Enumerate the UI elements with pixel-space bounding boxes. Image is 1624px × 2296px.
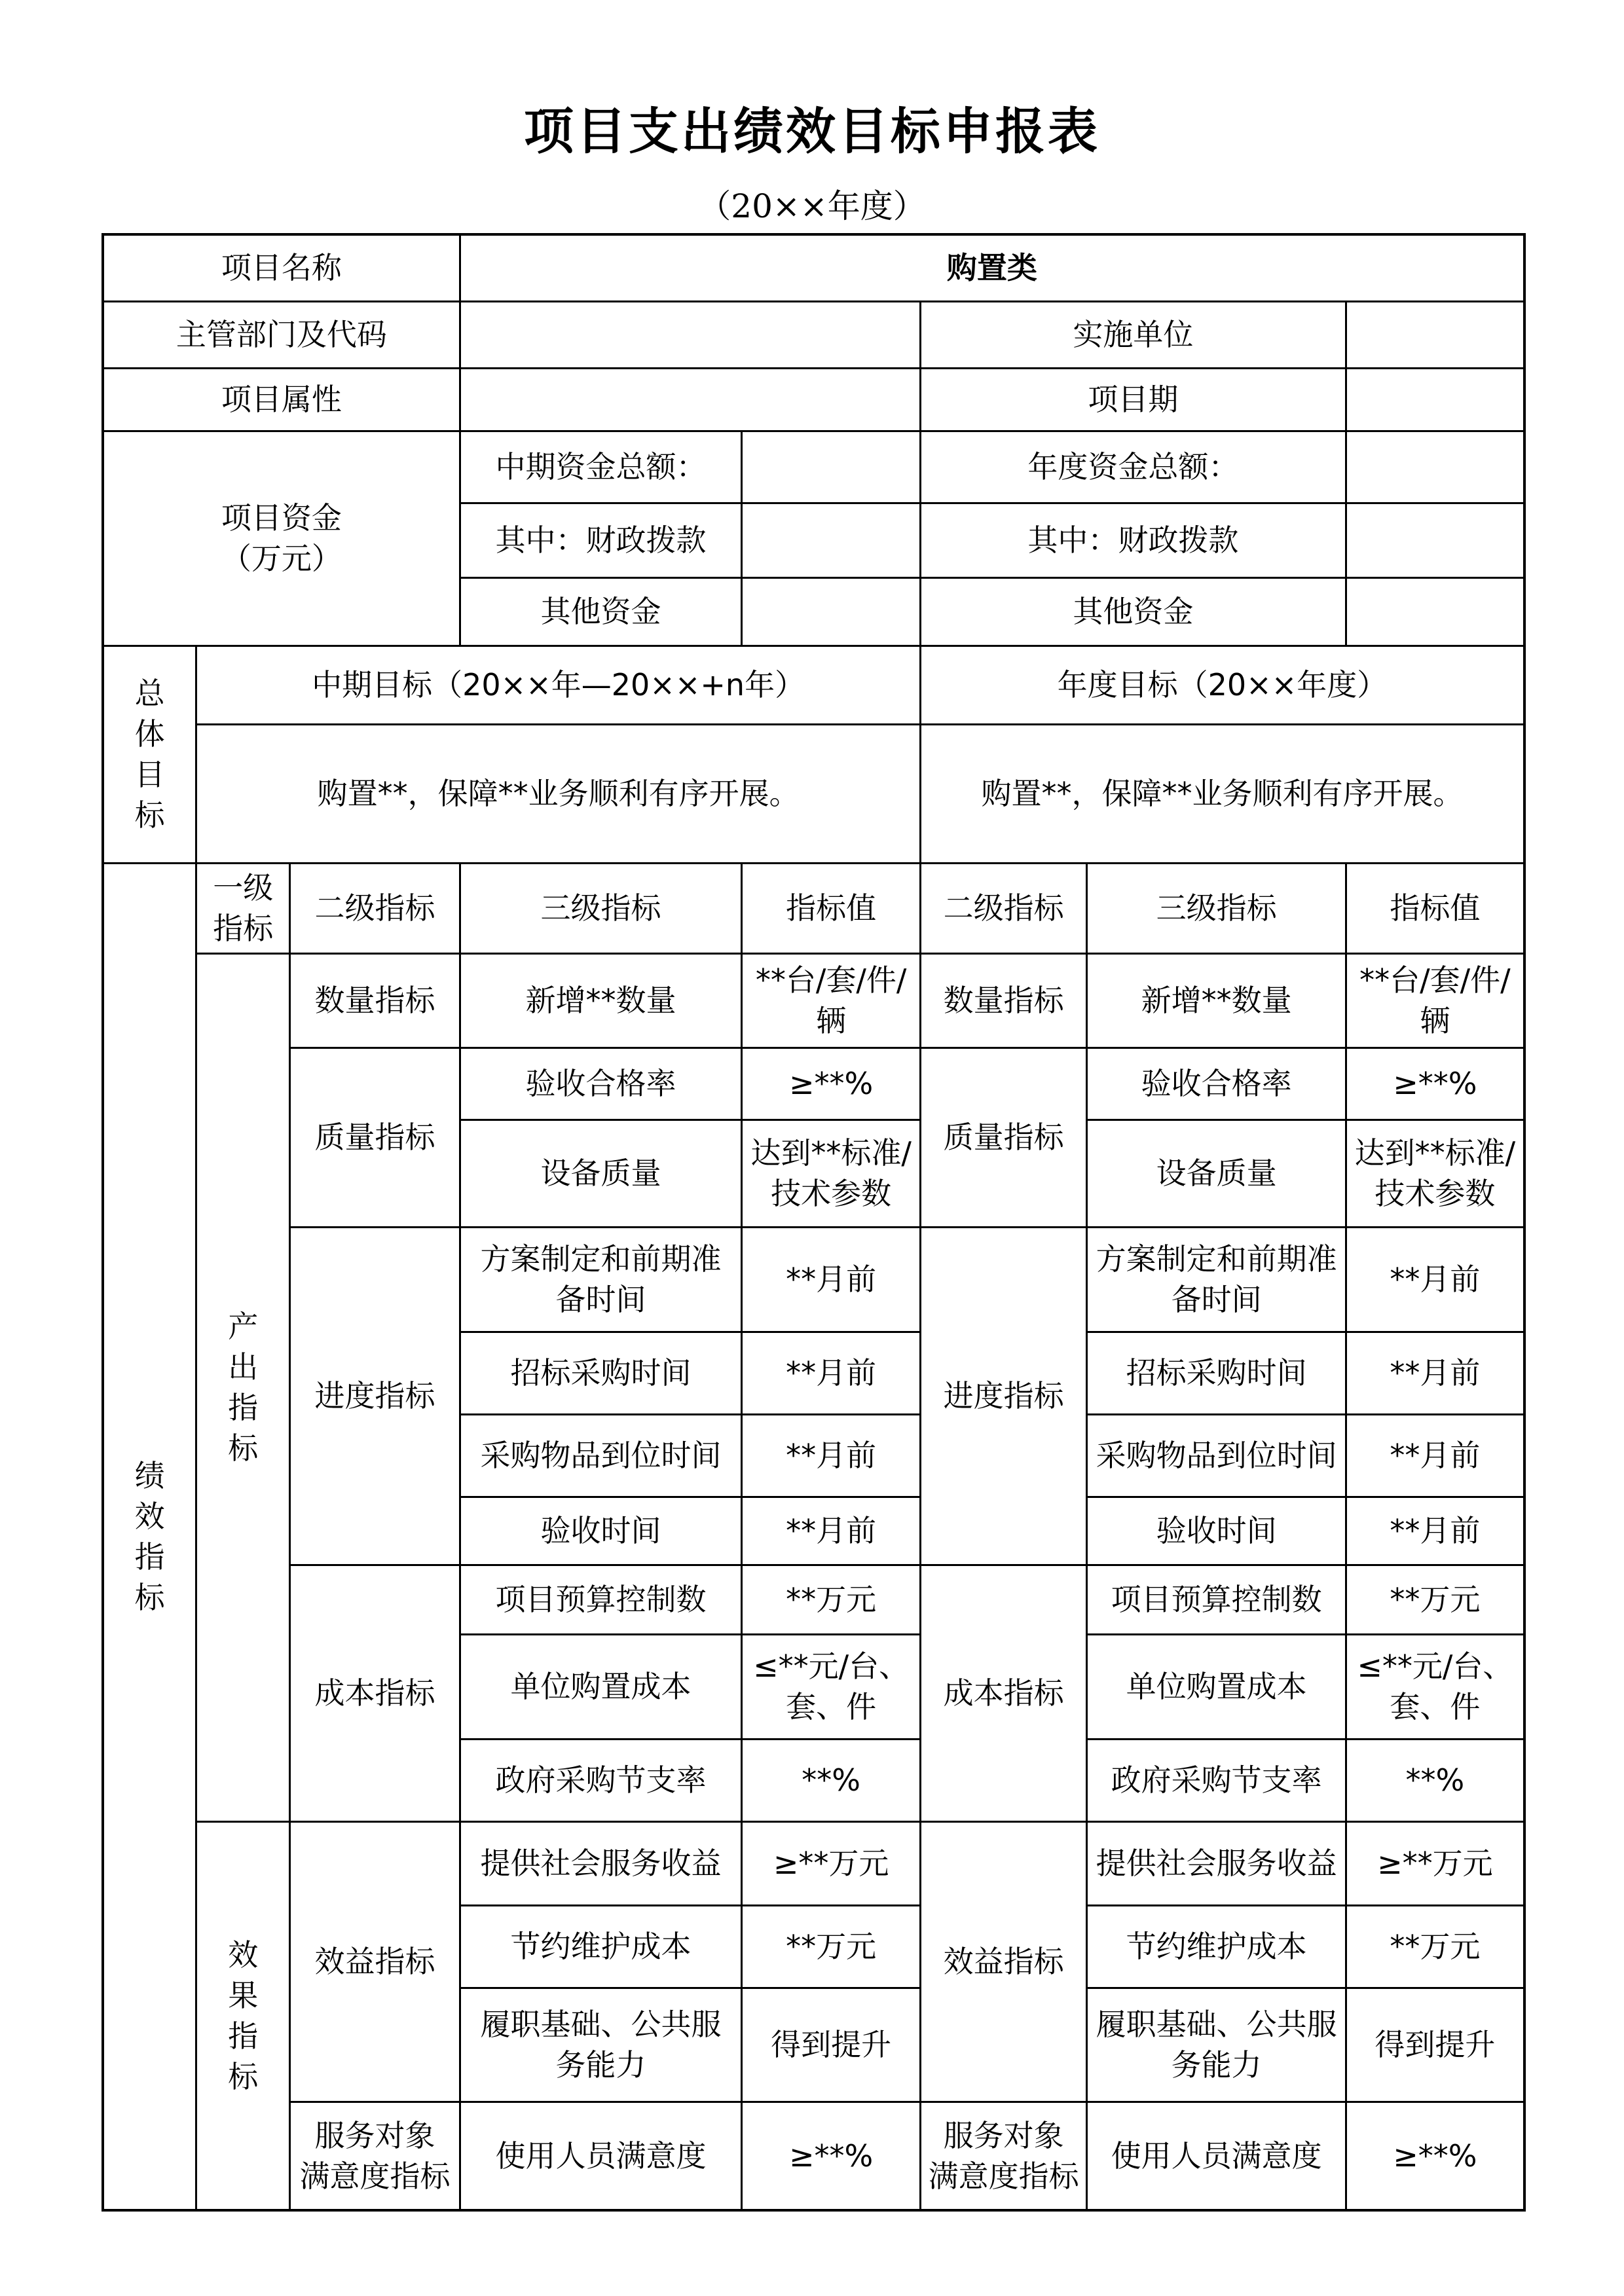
mid-fiscal-label: 其中：财政拨款 — [460, 503, 742, 577]
indicator-item-annual: 提供社会服务收益 — [1087, 1821, 1346, 1905]
effect-indicators-label: 效 果 指 标 — [196, 1821, 290, 2210]
indicator-value[interactable]: 得到提升 — [742, 1988, 921, 2102]
indicator-value[interactable]: **台/套/件/ 辆 — [742, 953, 921, 1048]
indicator-item-annual: 节约维护成本 — [1087, 1905, 1346, 1988]
progress-group: 进度指标 — [290, 1227, 460, 1565]
performance-form-table — [101, 233, 1526, 2212]
annual-fiscal-label: 其中：财政拨款 — [920, 503, 1346, 577]
overall-goal-label: 总 体 目 标 — [103, 646, 196, 863]
annual-total-value[interactable] — [1346, 431, 1524, 503]
indicator-item-annual: 项目预算控制数 — [1087, 1565, 1346, 1634]
indicator-value[interactable]: ≥**% — [742, 2102, 921, 2210]
indicator-value[interactable]: **月前 — [742, 1497, 921, 1565]
annual-goal-text[interactable]: 购置**，保障**业务顺利有序开展。 — [920, 724, 1524, 863]
annual-fiscal-value[interactable] — [1346, 503, 1524, 577]
annual-goal-header: 年度目标（20××年度） — [920, 646, 1524, 724]
indicator-item-annual: 方案制定和前期准 备时间 — [1087, 1227, 1346, 1332]
indicator-value-annual[interactable]: **% — [1346, 1739, 1524, 1821]
cost-group: 成本指标 — [290, 1565, 460, 1821]
indicator-item: 单位购置成本 — [460, 1634, 742, 1739]
indicator-value[interactable]: **万元 — [742, 1905, 921, 1988]
indicator-item: 履职基础、公共服 务能力 — [460, 1988, 742, 2102]
indicator-value[interactable]: ≥**% — [742, 1048, 921, 1120]
mid-fiscal-value[interactable] — [742, 503, 921, 577]
value-header: 指标值 — [742, 863, 921, 953]
period-label: 项目期 — [920, 368, 1346, 431]
indicator-item-annual: 单位购置成本 — [1087, 1634, 1346, 1739]
indicator-value-annual[interactable]: **月前 — [1346, 1332, 1524, 1414]
quality-group: 质量指标 — [290, 1048, 460, 1227]
dept-label: 主管部门及代码 — [103, 301, 460, 368]
dept-value[interactable] — [460, 301, 920, 368]
indicator-item-annual: 采购物品到位时间 — [1087, 1414, 1346, 1497]
benefit-group: 效益指标 — [290, 1821, 460, 2102]
indicator-value[interactable]: ≥**万元 — [742, 1821, 921, 1905]
indicator-item-annual: 新增**数量 — [1087, 953, 1346, 1048]
indicator-item-annual: 使用人员满意度 — [1087, 2102, 1346, 2210]
level3-header: 三级指标 — [460, 863, 742, 953]
indicator-value[interactable]: ≤**元/台、 套、件 — [742, 1634, 921, 1739]
mid-other-label: 其他资金 — [460, 577, 742, 646]
indicator-value-annual[interactable]: ≥**% — [1346, 1048, 1524, 1120]
indicator-item: 节约维护成本 — [460, 1905, 742, 1988]
level3-header-annual: 三级指标 — [1087, 863, 1346, 953]
indicator-item-annual: 履职基础、公共服 务能力 — [1087, 1988, 1346, 2102]
cost-group-annual: 成本指标 — [920, 1565, 1087, 1821]
indicator-item: 验收时间 — [460, 1497, 742, 1565]
indicator-value-annual[interactable]: **月前 — [1346, 1227, 1524, 1332]
indicator-item: 提供社会服务收益 — [460, 1821, 742, 1905]
mid-goal-text[interactable]: 购置**，保障**业务顺利有序开展。 — [196, 724, 921, 863]
benefit-group-annual: 效益指标 — [920, 1821, 1087, 2102]
indicator-value[interactable]: **月前 — [742, 1332, 921, 1414]
perf-indicators-label: 绩 效 指 标 — [103, 863, 196, 2210]
project-name-label: 项目名称 — [103, 234, 460, 301]
indicator-value-annual[interactable]: 达到**标准/ 技术参数 — [1346, 1120, 1524, 1227]
annual-total-label: 年度资金总额： — [920, 431, 1346, 503]
indicator-item: 新增**数量 — [460, 953, 742, 1048]
quantity-group-annual: 数量指标 — [920, 953, 1087, 1048]
mid-total-label: 中期资金总额： — [460, 431, 742, 503]
indicator-item: 政府采购节支率 — [460, 1739, 742, 1821]
indicator-value[interactable]: **% — [742, 1739, 921, 1821]
annual-other-label: 其他资金 — [920, 577, 1346, 646]
indicator-value-annual[interactable]: **月前 — [1346, 1414, 1524, 1497]
indicator-value-annual[interactable]: **月前 — [1346, 1497, 1524, 1565]
indicator-item: 招标采购时间 — [460, 1332, 742, 1414]
indicator-value-annual[interactable]: **台/套/件/ 辆 — [1346, 953, 1524, 1048]
indicator-item-annual: 设备质量 — [1087, 1120, 1346, 1227]
level2-header: 二级指标 — [290, 863, 460, 953]
indicator-item-annual: 验收时间 — [1087, 1497, 1346, 1565]
funds-label: 项目资金 （万元） — [103, 431, 460, 646]
attr-value[interactable] — [460, 368, 920, 431]
indicator-value[interactable]: **万元 — [742, 1565, 921, 1634]
value-header-annual: 指标值 — [1346, 863, 1524, 953]
indicator-value[interactable]: 达到**标准/ 技术参数 — [742, 1120, 921, 1227]
indicator-item-annual: 政府采购节支率 — [1087, 1739, 1346, 1821]
indicator-value-annual[interactable]: ≤**元/台、 套、件 — [1346, 1634, 1524, 1739]
indicator-item-annual: 招标采购时间 — [1087, 1332, 1346, 1414]
indicator-value-annual[interactable]: ≥**% — [1346, 2102, 1524, 2210]
mid-total-value[interactable] — [742, 431, 921, 503]
annual-other-value[interactable] — [1346, 577, 1524, 646]
level1-header: 一级 指标 — [196, 863, 290, 953]
indicator-value-annual[interactable]: **万元 — [1346, 1905, 1524, 1988]
impl-unit-label: 实施单位 — [920, 301, 1346, 368]
indicator-item: 项目预算控制数 — [460, 1565, 742, 1634]
level2-header-annual: 二级指标 — [920, 863, 1087, 953]
indicator-item: 使用人员满意度 — [460, 2102, 742, 2210]
quality-group-annual: 质量指标 — [920, 1048, 1087, 1227]
indicator-item: 方案制定和前期准 备时间 — [460, 1227, 742, 1332]
indicator-value-annual[interactable]: **万元 — [1346, 1565, 1524, 1634]
indicator-value-annual[interactable]: 得到提升 — [1346, 1988, 1524, 2102]
mid-goal-header: 中期目标（20××年—20××+n年） — [196, 646, 921, 724]
indicator-item-annual: 验收合格率 — [1087, 1048, 1346, 1120]
quantity-group: 数量指标 — [290, 953, 460, 1048]
satisfaction-group-annual: 服务对象 满意度指标 — [920, 2102, 1087, 2210]
indicator-value[interactable]: **月前 — [742, 1227, 921, 1332]
indicator-item: 采购物品到位时间 — [460, 1414, 742, 1497]
indicator-item: 验收合格率 — [460, 1048, 742, 1120]
period-value[interactable] — [1346, 368, 1524, 431]
impl-unit-value[interactable] — [1346, 301, 1524, 368]
page-title: 项目支出绩效目标申报表 — [524, 102, 1100, 160]
attr-label: 项目属性 — [103, 368, 460, 431]
progress-group-annual: 进度指标 — [920, 1227, 1087, 1565]
indicator-value-annual[interactable]: ≥**万元 — [1346, 1821, 1524, 1905]
project-name-value[interactable]: 购置类 — [460, 234, 1524, 301]
mid-other-value[interactable] — [742, 577, 921, 646]
page-subtitle: （20××年度） — [698, 187, 926, 225]
indicator-value[interactable]: **月前 — [742, 1414, 921, 1497]
output-indicators-label: 产 出 指 标 — [196, 953, 290, 1821]
satisfaction-group: 服务对象 满意度指标 — [290, 2102, 460, 2210]
indicator-item: 设备质量 — [460, 1120, 742, 1227]
